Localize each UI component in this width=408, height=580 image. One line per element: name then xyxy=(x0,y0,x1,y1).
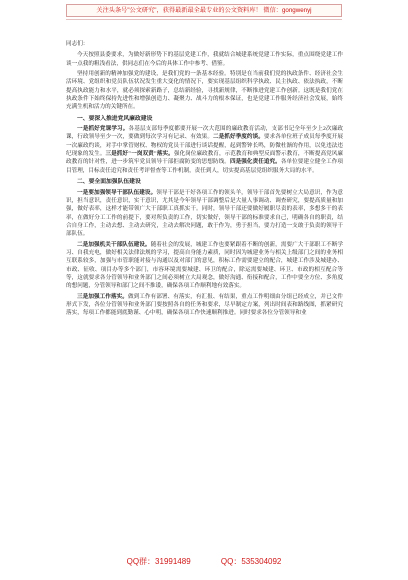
point-label: 二是加强机关干部队伍建设。 xyxy=(77,241,151,248)
point-text: 领导干部是干好各项工作的领头羊，领导干部首先要树立大局意识，作为意识，担当意识，责任意识，实干意识，尤其是今年领导干部调整后是大量人事调动、调查研究，要提高质量和加强，做好表率，这样才能带领广大干部职工真抓实干。同时，领导干部还要做好履职尽责的表率，多想多干的表率，在做好分工工作的前提下，要对所负责的工作，切实做好，领导干部的标准要求自己，明确各自的职责，结合自身工作，主动去想、主动去研究，主动去解决问题，敢于作为，勇于担当，要力打造一支敢于负责的领导干部队伍。 xyxy=(66,189,343,238)
point-text: 各单位要建立健全工作项目管理，目标责任追究和责任考评督查等工作机制，责任到人，切实提高基层党组织服务大局的水平。 xyxy=(66,159,343,174)
qq-contact-text: QQ：535304092 xyxy=(220,557,282,566)
qq-group-text: QQ群：31991489 xyxy=(126,557,191,566)
intro-paragraph-2: 坚持用创新的精神加强党的建设，是我们党的一条基本经验。特别是在当前我们党的执政条件、经济社会生活环境、党组织和党员队伍状况发生重大变化的情况下，要实现基层组织科学执政、民主执政、依法执政，不断提高执政能力和水平，就必须探索新路子，总结新经验，寻找新规律，不断推进党建工作创新。这既是我们党在执政条件下始终保持先进性和增强创造力、凝聚力、战斗力的根本保证，也是党建工作服务经济社会发展，始终充满生机和活力的关键所在。 xyxy=(66,71,343,111)
section-2-paragraph-3 xyxy=(66,293,343,318)
header-banner[interactable]: 关注头条号"公文研究"，获得最新最全最专业的公文资料库！ 微信：gongwenyj xyxy=(66,4,342,17)
section-2-paragraph-1 xyxy=(66,189,343,239)
point-label: 一是抓好党课学习。 xyxy=(77,126,129,133)
point-text: 各基层支部每季度都要开展一次大范围的廉政教育活动，支部书记全年至少上2次廉政课，行政领导至少一次，要做到每次学习有记录、有效果。 xyxy=(66,126,343,141)
point-label: 三是抓好"一岗双责"落实。 xyxy=(105,151,174,158)
point-text: 强化岗位廉政教育，示范教育和典型反面警示教育，不断提高党风廉政教育的针对性，进一步筑牢党员领导干部拒腐防变的思想防线。 xyxy=(66,151,343,166)
section-1-heading: 一、要深入推进党风廉政建设 xyxy=(77,115,153,122)
point-label: 四是强化责任追究。 xyxy=(229,159,281,166)
salutation: 同志们： xyxy=(66,41,89,47)
section-2-heading: 二、要全面加强队伍建设 xyxy=(77,179,141,186)
header-divider xyxy=(66,19,342,20)
section-1-paragraph-1 xyxy=(66,125,343,175)
point-label: 三是加强工作落实。 xyxy=(77,293,128,300)
page-footer xyxy=(0,556,408,567)
document-body xyxy=(66,40,343,320)
point-text: 随着社会的发展，城建工作也要紧跟着不断的创新，需要广大干部职工不断学习、自我充电，做好相关法律法规的学习，提高自身能力素质，同时因为城建业务与相关上级部门之间的业务相互联系较多，加强与市管职能对接与沟通以及对部门的意见，积标工作需要建立的配合，城建工作涉及城建办、市政、征收、项目办等多个部门，市容环境需要城建、环卫的配合，除运需要城建、环卫、市政的相互配合等等，这就要求各分管领导和业务部门之间必须树立大局观念，做好沟通、衔接和配合，工作中要全方位、多角度的想问题，分管领导和部门之间不推诿，确保各项工作顺利地有效落实。 xyxy=(66,241,343,290)
point-text: 做到工作有部署、有落实，有汇报、有结果，重点工作明细由分组已经成立，并已文件形式下发，各位分管领导和业务部门要按照各自的任务和要求，尽早制定方案，列出时间表和路线图，抓紧研究落实，每项工作都能到底勤谨、心中明，确保各项工作快速顺利推进。同时要求各位分管领导和业 xyxy=(66,293,343,317)
intro-paragraph-1: 今天按照县委要求，为做好新形势下的基层党建工作，我就结合城建系统党建工作实际，重点围绕党建工作谈一点我的粗浅看法，供同志们在今后的具体工作中参考、借鉴。 xyxy=(66,52,343,67)
point-text: 要求各单位班子成员每季度开展一次廉政约谈，对手中掌管财权、物权的党员干部进行谈话提醒，起到警钟长鸣，防微杜渐的作用，以免违法违纪现象的发生。 xyxy=(66,134,343,158)
section-2-paragraph-2 xyxy=(66,241,343,291)
point-label: 一是要加强领导干部队伍建设。 xyxy=(77,189,157,196)
point-label: 二是抓好季度约谈。 xyxy=(213,134,264,141)
